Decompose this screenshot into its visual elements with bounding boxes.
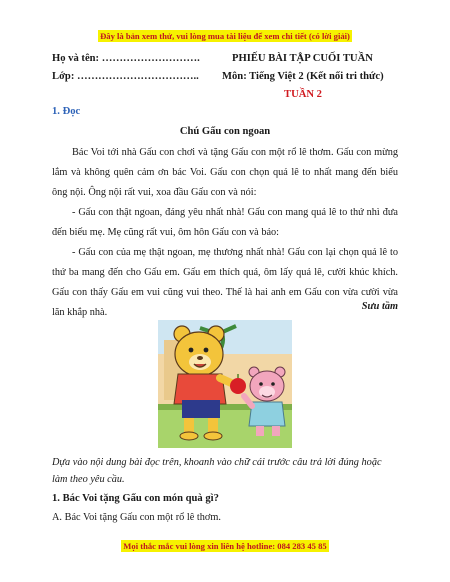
preview-notice-text: Đây là bản xem thử, vui lòng mua tài liệu để xem chi tiết (có lời giải) [100,31,350,41]
worksheet-title: PHIẾU BÀI TẬP CUỐI TUẦN [232,53,373,64]
bear-illustration [158,320,292,448]
hotline-banner [0,536,450,554]
question-1: 1. Bác Voi tặng Gấu con món quà gì? [52,493,219,504]
story-paragraph: - Gấu con của mẹ thật ngoan, mẹ thương nhất nhà! Gấu con lại chọn quả lê to thứ ba mang đến cho Gấu em. Gấu em thích quá, ôm lấy quả lê, cười khúc khích. Gấu con thấy Gấu em vui cũng vui theo. Thế là hai anh em Gấu con vừa cười vừa lăn khắp nhà. [52,247,398,318]
preview-notice-banner [0,26,450,44]
story-paragraph: Bác Voi tới nhà Gấu con chơi và tặng Gấu con một rổ lê thơm. Gấu con mừng lắm và không quên cảm ơn bác Voi. Gấu con chọn quả lê to nhất mang đến biếu ông nội. Ông nội rất vui, xoa đầu Gấu con và nói: [52,147,398,198]
class-field: Lớp: …………………………….. [52,71,199,82]
story-paragraph: - Gấu con thật ngoan, đáng yêu nhất nhà! Gấu con mang quả lê to thứ nhì đưa đến biếu mẹ. Mẹ cũng rất vui, ôm hôn Gấu con và bảo: [52,207,398,238]
week-label: TUẦN 2 [284,89,322,100]
name-field: Họ và tên: ………………………. [52,53,200,64]
hotline-text: Mọi thắc mắc vui lòng xin liên hệ hotline: 084 283 45 85 [123,541,327,551]
reading-instruction: Dựa vào nội dung bài đọc trên, khoanh vào chữ cái trước câu trả lời đúng hoặc làm theo yêu cầu. [52,457,382,485]
story-source: Sưu tầm [361,301,398,312]
story-title: Chú Gấu con ngoan [179,126,271,137]
answer-option-a: A. Bác Voi tặng Gấu con một rổ lê thơm. [52,512,221,523]
subject-label: Môn: Tiếng Việt 2 (Kết nối tri thức) [222,71,384,82]
section-label-reading: 1. Đọc [52,106,81,117]
